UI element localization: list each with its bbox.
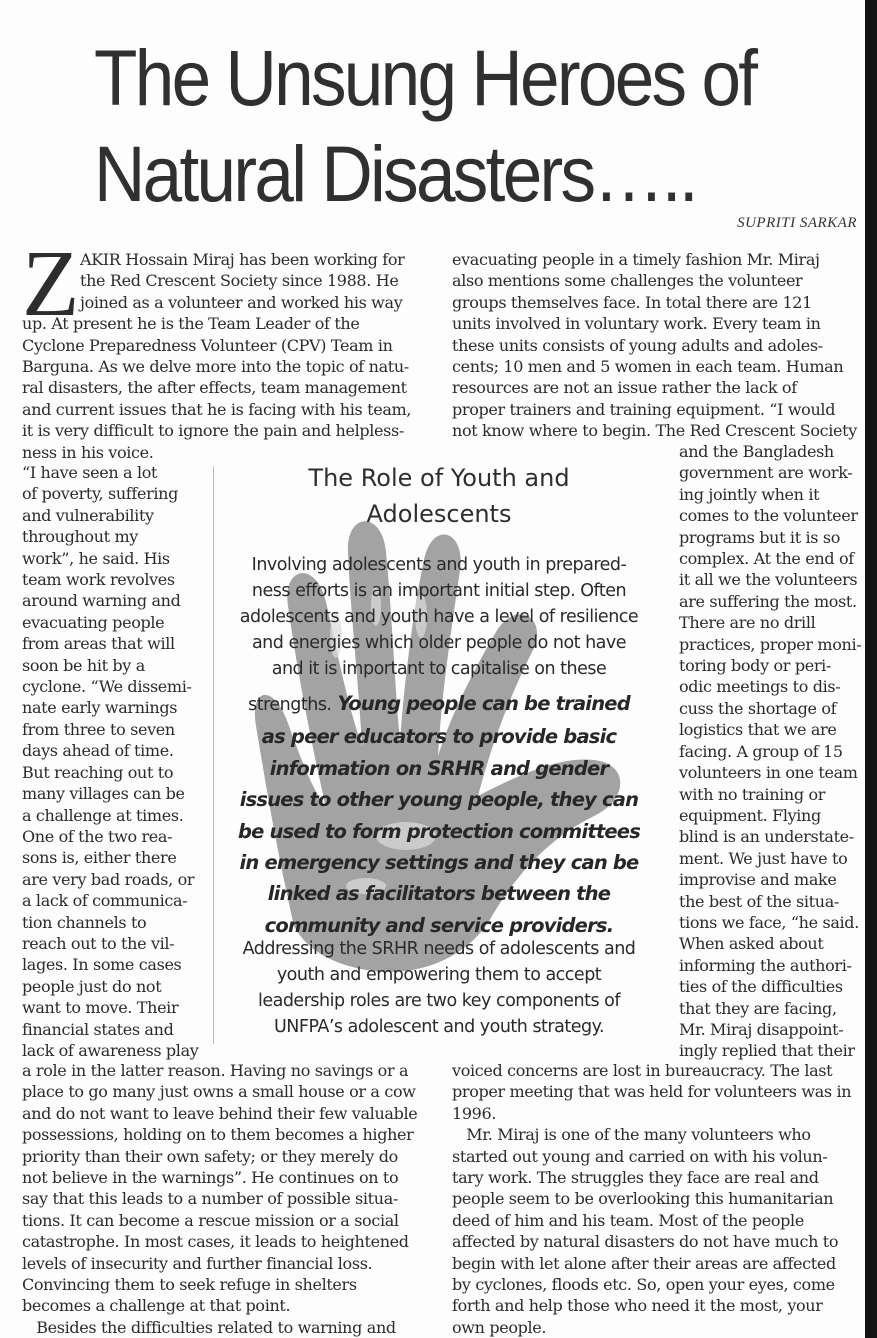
text-line: and current issues that he is facing with his team, xyxy=(22,399,412,419)
text-line: soon be hit by a xyxy=(22,655,145,675)
text-line: lack of awareness play xyxy=(22,1040,199,1060)
text-line: these units consists of young adults and adoles- xyxy=(452,335,823,355)
text-line: groups themselves face. In total there are 121 xyxy=(452,292,812,312)
text-line: equipment. Flying xyxy=(679,805,821,825)
text-line: practices, proper moni- xyxy=(679,634,862,654)
sidebar-end-line: UNFPA’s adolescent and youth strategy. xyxy=(273,1017,605,1037)
text-line: ing jointly when it xyxy=(679,484,820,504)
text-line: tion channels to xyxy=(22,912,147,932)
text-line: cyclone. “We dissemi- xyxy=(22,677,192,697)
text-line: Cyclone Preparedness Volunteer (CPV) Team in xyxy=(22,335,393,355)
text-line: affected by natural disasters do not have much to xyxy=(452,1232,839,1252)
text-line: units involved in voluntary work. Every team in xyxy=(452,314,821,334)
text-line: team work revolves xyxy=(22,570,175,590)
text-line: informing the authori- xyxy=(679,955,852,975)
sidebar-end-line: Addressing the SRHR needs of adolescents and xyxy=(242,939,636,959)
text-line: ness in his voice. xyxy=(22,442,154,462)
text-line: “I have seen a lot xyxy=(22,463,158,482)
left-column-top xyxy=(22,249,411,463)
text-line: ral disasters, the after effects, team management xyxy=(22,378,407,398)
text-line: are suffering the most. xyxy=(679,591,857,611)
sidebar-bold-line: issues to other young people, they can xyxy=(239,788,639,812)
text-line: work”, he said. His xyxy=(22,548,170,568)
title-line: Natural Disasters….. xyxy=(94,129,696,218)
text-line: When asked about xyxy=(679,934,824,954)
text-line: from three to seven xyxy=(22,719,175,739)
sidebar-intro-line: adolescents and youth have a level of resilience xyxy=(239,607,639,627)
text-line: Mr. Miraj is one of the many volunteers who xyxy=(452,1125,811,1145)
left-column-narrow xyxy=(22,462,198,1061)
text-line: it is very difficult to ignore the pain and helpless- xyxy=(22,421,404,441)
text-line: a lack of communica- xyxy=(22,891,188,911)
text-line: the Red Crescent Society since 1988. He xyxy=(80,271,399,291)
text-line: logistics that we are xyxy=(679,720,837,740)
sidebar-intro xyxy=(216,552,662,682)
text-line: around warning and xyxy=(22,591,181,611)
sidebar-end-line: youth and empowering them to accept xyxy=(276,965,602,985)
sidebar-emphasis xyxy=(216,688,662,941)
sidebar-intro-line: and energies which older people do not have xyxy=(251,633,627,653)
text-line: joined as a volunteer and worked his way xyxy=(80,292,403,312)
right-column-top xyxy=(452,249,857,442)
left-column-bottom xyxy=(22,1060,417,1338)
text-line: proper meeting that was held for volunteers was in xyxy=(452,1082,852,1102)
text-line: resources are not an issue rather the lack of xyxy=(452,378,797,398)
text-line: toring body or peri- xyxy=(679,656,831,676)
text-line: with no training or xyxy=(679,784,826,804)
text-line: volunteers in one team xyxy=(679,763,858,783)
text-line: ties of the difficulties xyxy=(679,977,843,997)
text-line: people just do not xyxy=(22,976,162,996)
sidebar-title-line: Adolescents xyxy=(366,500,512,528)
text-line: There are no drill xyxy=(679,613,816,633)
text-line: ment. We just have to xyxy=(679,848,848,868)
sidebar-bold-line: information on SRHR and gender xyxy=(269,756,609,780)
text-line: voiced concerns are lost in bureaucracy. The last xyxy=(452,1061,833,1080)
text-line: comes to the volunteer xyxy=(679,506,858,526)
text-line: evacuating people xyxy=(22,612,165,632)
text-line: evacuating people in a timely fashion Mr. Miraj xyxy=(452,250,820,269)
text-line: priority than their own safety; or they merely do xyxy=(22,1146,398,1166)
text-line: nate early warnings xyxy=(22,698,178,718)
text-line: the best of the situa- xyxy=(679,891,839,911)
sidebar-bold-line: in emergency settings and they can be xyxy=(239,851,639,875)
text-line: levels of insecurity and further financial loss. xyxy=(22,1253,373,1273)
text-line: want to move. Their xyxy=(22,998,179,1018)
text-line: also mentions some challenges the volunteer xyxy=(452,271,803,291)
sidebar-end-line: leadership roles are two key components of xyxy=(257,991,621,1011)
text-line: Mr. Miraj disappoint- xyxy=(679,1019,844,1039)
text-line: ingly replied that their xyxy=(679,1041,855,1061)
drop-cap: Z xyxy=(22,232,80,336)
text-line: not know where to begin. The Red Crescent Society xyxy=(452,421,857,441)
sidebar-rule xyxy=(213,466,214,1044)
text-line: of poverty, suffering xyxy=(22,484,178,504)
sidebar-title-line: The Role of Youth and xyxy=(308,464,570,492)
text-line: tions. It can become a rescue mission or a social xyxy=(22,1210,399,1230)
text-line: from areas that will xyxy=(22,634,175,654)
text-line: tions we face, “he said. xyxy=(679,912,859,932)
youth-sidebar xyxy=(216,456,662,1048)
text-line: and vulnerability xyxy=(22,505,154,525)
page-edge xyxy=(865,0,877,1338)
text-line: forth and help those who need it the most, your xyxy=(452,1296,823,1316)
text-line: begin with let alone after their areas are affected xyxy=(452,1253,836,1273)
title-line: The Unsung Heroes of xyxy=(94,33,756,122)
text-line: up. At present he is the Team Leader of the xyxy=(22,314,360,334)
text-line: place to go many just owns a small house or a cow xyxy=(22,1082,416,1102)
text-line: blind is an understate- xyxy=(679,827,854,847)
text-line: it all we the volunteers xyxy=(679,570,858,590)
text-line: odic meetings to dis- xyxy=(679,677,841,697)
text-line: 1996. xyxy=(452,1103,497,1123)
text-line: days ahead of time. xyxy=(22,741,174,761)
text-line: reach out to the vil- xyxy=(22,933,175,953)
text-line: facing. A group of 15 xyxy=(679,741,843,761)
text-line: by cyclones, floods etc. So, open your eyes, come xyxy=(452,1275,835,1295)
text-line: programs but it is so xyxy=(679,527,841,547)
text-line: cents; 10 men and 5 women in each team. Human xyxy=(452,357,844,377)
text-line: Convincing them to seek refuge in shelters xyxy=(22,1275,357,1295)
text-line: throughout my xyxy=(22,527,138,547)
sidebar-intro-line: Involving adolescents and youth in prepared- xyxy=(251,555,627,575)
sidebar-bold-line: community and service providers. xyxy=(264,913,614,937)
text-line: proper trainers and training equipment. “I would xyxy=(452,399,836,419)
text-line: deed of him and his team. Most of the people xyxy=(452,1210,804,1230)
text-line: financial states and xyxy=(22,1019,174,1039)
text-line: catastrophe. In most cases, it leads to heightened xyxy=(22,1232,409,1252)
text-line: and do not want to leave behind their few valuable xyxy=(22,1103,418,1123)
text-line: tary work. The struggles they face are real and xyxy=(452,1168,819,1188)
text-line: government are work- xyxy=(679,463,853,483)
sidebar-bold-first: Young people can be trained xyxy=(337,692,630,715)
author-byline: SUPRITI SARKAR xyxy=(737,215,857,231)
text-line: possessions, holding on to them becomes a higher xyxy=(22,1125,414,1145)
right-column-bottom xyxy=(452,1060,851,1338)
sidebar-closing xyxy=(216,936,662,1040)
sidebar-bold-line: be used to form protection committees xyxy=(237,819,641,843)
text-line: a challenge at times. xyxy=(22,805,184,825)
text-line: But reaching out to xyxy=(22,762,174,782)
sidebar-bold-line: linked as facilitators between the xyxy=(267,882,611,906)
text-line: are very bad roads, or xyxy=(22,869,195,889)
text-line: Barguna. As we delve more into the topic of natu- xyxy=(22,357,409,377)
text-line: improvise and make xyxy=(679,870,837,890)
sidebar-intro-last: strengths. xyxy=(248,695,332,715)
text-line: started out young and carried on with his volun- xyxy=(452,1146,828,1166)
text-line: sons is, either there xyxy=(22,848,177,868)
text-line: people seem to be overlooking this humanitarian xyxy=(452,1189,834,1209)
right-column-narrow xyxy=(679,441,861,1062)
sidebar-title xyxy=(216,460,662,532)
article-title xyxy=(94,30,778,222)
text-line: becomes a challenge at that point. xyxy=(22,1296,291,1316)
text-line: complex. At the end of xyxy=(679,549,854,569)
text-line: say that this leads to a number of possible situa- xyxy=(22,1189,398,1209)
sidebar-intro-line: ness efforts is an important initial step. Often xyxy=(251,581,627,601)
text-line: One of the two rea- xyxy=(22,826,173,846)
text-line: cuss the shortage of xyxy=(679,698,837,718)
text-line: that they are facing, xyxy=(679,998,837,1018)
text-line: many villages can be xyxy=(22,784,185,804)
text-line: Besides the difficulties related to warning and xyxy=(22,1317,396,1337)
text-line: and the Bangladesh xyxy=(679,442,834,461)
sidebar-intro-line: and it is important to capitalise on these xyxy=(271,659,607,679)
text-line: AKIR Hossain Miraj has been working for xyxy=(80,250,405,269)
text-line: a role in the latter reason. Having no savings or a xyxy=(22,1061,409,1080)
text-line: not believe in the warnings”. He continues on to xyxy=(22,1168,399,1188)
text-line: lages. In some cases xyxy=(22,955,182,975)
text-line: own people. xyxy=(452,1317,547,1337)
sidebar-bold-line: as peer educators to provide basic xyxy=(261,725,617,749)
